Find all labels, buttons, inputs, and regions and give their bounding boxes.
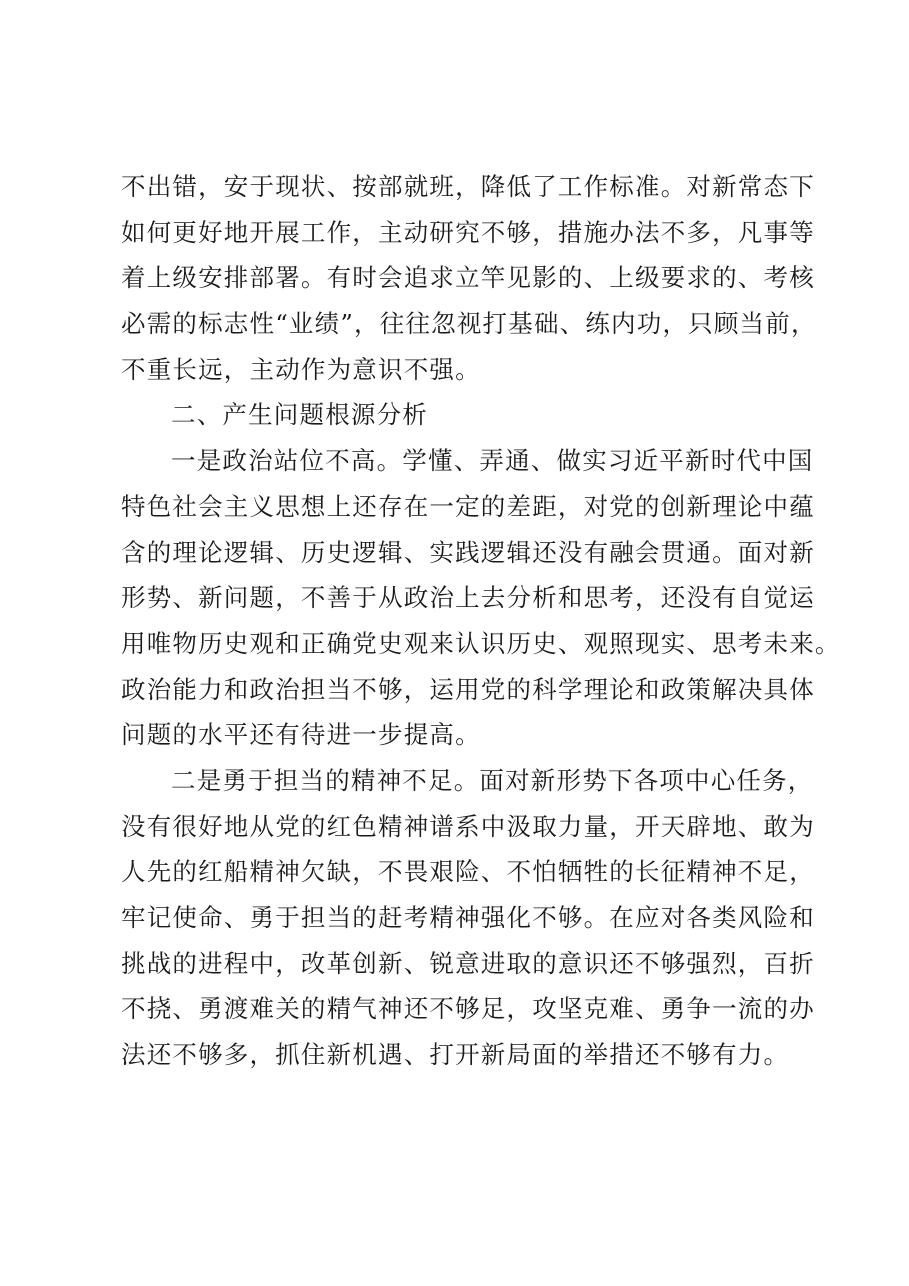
paragraph-line: 人先的红船精神欠缺，不畏艰险、不怕牺牲的长征精神不足， (121, 857, 815, 887)
paragraph-line: 不挠、勇渡难关的精气神还不够足，攻坚克难、勇争一流的办 (121, 994, 815, 1024)
section-heading: 二、产生问题根源分析 (171, 400, 428, 430)
paragraph-line: 牢记使命、勇于担当的赶考精神强化不够。在应对各类风险和 (121, 903, 815, 932)
paragraph-line: 不出错，安于现状、按部就班，降低了工作标准。对新常态下 (121, 172, 815, 201)
paragraph-line: 二是勇于担当的精神不足。面对新形势下各项中心任务， (171, 765, 814, 795)
paragraph-line: 形势、新问题，不善于从政治上去分析和思考，还没有自觉运 (121, 583, 815, 613)
paragraph-line: 法还不够多，抓住新机遇、打开新局面的举措还不够有力。 (121, 1040, 790, 1070)
paragraph-line: 如何更好地开展工作，主动研究不够，措施办法不多，凡事等 (121, 217, 815, 247)
paragraph-line: 政治能力和政治担当不够，运用党的科学理论和政策解决具体 (121, 674, 815, 704)
paragraph-line: 着上级安排部署。有时会追求立竿见影的、上级要求的、考核 (121, 263, 815, 293)
paragraph-line: 一是政治站位不高。学懂、弄通、做实习近平新时代中国 (171, 446, 814, 476)
paragraph-line: 不重长远，主动作为意识不强。 (121, 354, 481, 384)
paragraph-line: 没有很好地从党的红色精神谱系中汲取力量，开天辟地、敢为 (121, 811, 815, 841)
paragraph-line: 挑战的进程中，改革创新、锐意进取的意识还不够强烈，百折 (121, 948, 815, 978)
paragraph-line: 问题的水平还有待进一步提高。 (121, 720, 481, 750)
paragraph-line: 必需的标志性“业绩”，往往忽视打基础、练内功，只顾当前， (121, 309, 817, 339)
paragraph-line: 特色社会主义思想上还存在一定的差距，对党的创新理论中蕴 (121, 491, 815, 521)
document-body (121, 164, 841, 1078)
paragraph-line: 含的理论逻辑、历史逻辑、实践逻辑还没有融会贯通。面对新 (121, 537, 815, 567)
paragraph-line: 用唯物历史观和正确党史观来认识历史、观照现实、思考未来。 (121, 628, 841, 658)
